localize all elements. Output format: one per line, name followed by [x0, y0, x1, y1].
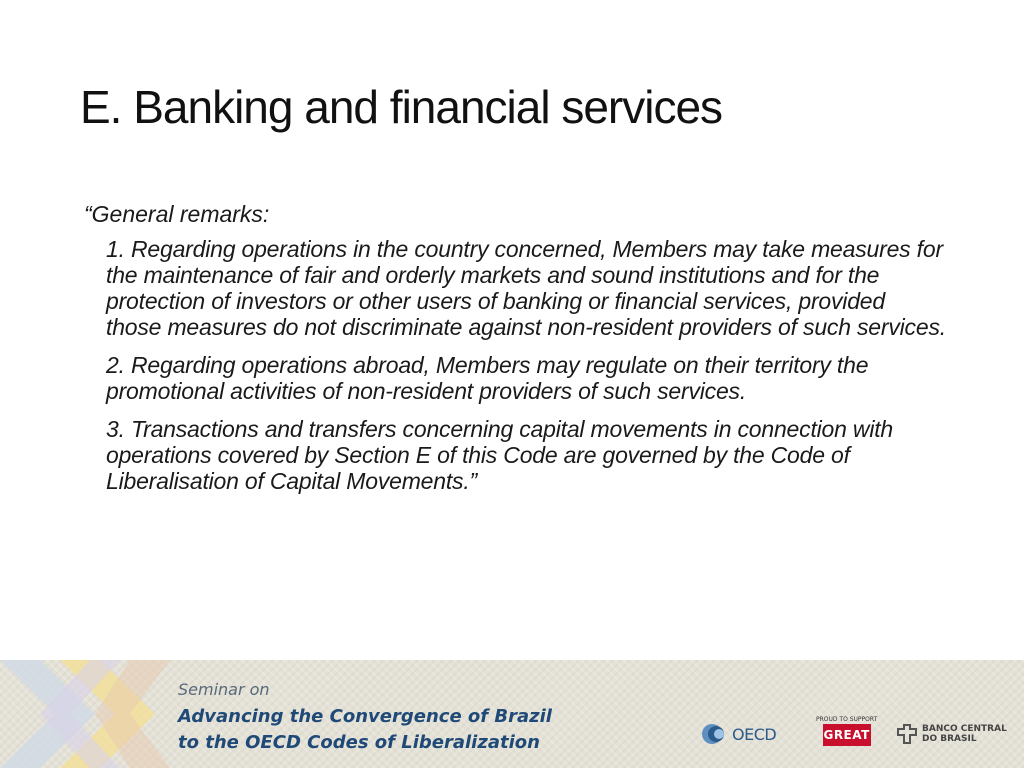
oecd-globe-icon [700, 722, 728, 746]
great-badge: GREAT [823, 724, 871, 746]
general-remarks-heading: “General remarks: [84, 201, 270, 227]
oecd-logo [700, 722, 776, 746]
remark-paragraph-1: 1. Regarding operations in the country concerned, Members may take measures for the maintenance of fair and orderly markets and sound institutions and for the protection of investors or other users of banking or financial services, provided those measures do not discriminate against non-resident providers of such services. [106, 236, 946, 340]
slide-body [84, 200, 964, 506]
decorative-pattern [0, 660, 170, 768]
great-tagline: PROUD TO SUPPORT [816, 716, 878, 723]
banco-central-text [922, 724, 1007, 744]
banco-central-line-1: BANCO CENTRAL [922, 724, 1007, 734]
seminar-label: Seminar on [178, 680, 270, 699]
slide-title: E. Banking and financial services [80, 81, 723, 133]
remark-paragraph-2: 2. Regarding operations abroad, Members may regulate on their territory the promotional activities of non-resident providers of such services. [106, 352, 869, 404]
seminar-title-line-1: Advancing the Convergence of Brazil [178, 706, 552, 727]
oecd-logo-text: OECD [732, 724, 777, 744]
seminar-banner [0, 660, 1024, 768]
remark-paragraph-3: 3. Transactions and transfers concerning capital movements in connection with operations covered by Section E of this Code are governed by the Code of Liberalisation of Capital Movements.” [106, 416, 894, 494]
great-campaign-logo [816, 716, 877, 746]
seminar-title-line-2: to the OECD Codes of Liberalization [178, 732, 540, 753]
banco-central-emblem-icon [896, 723, 918, 745]
banco-central-logo [896, 723, 1007, 745]
banco-central-line-2: DO BRASIL [922, 734, 977, 744]
